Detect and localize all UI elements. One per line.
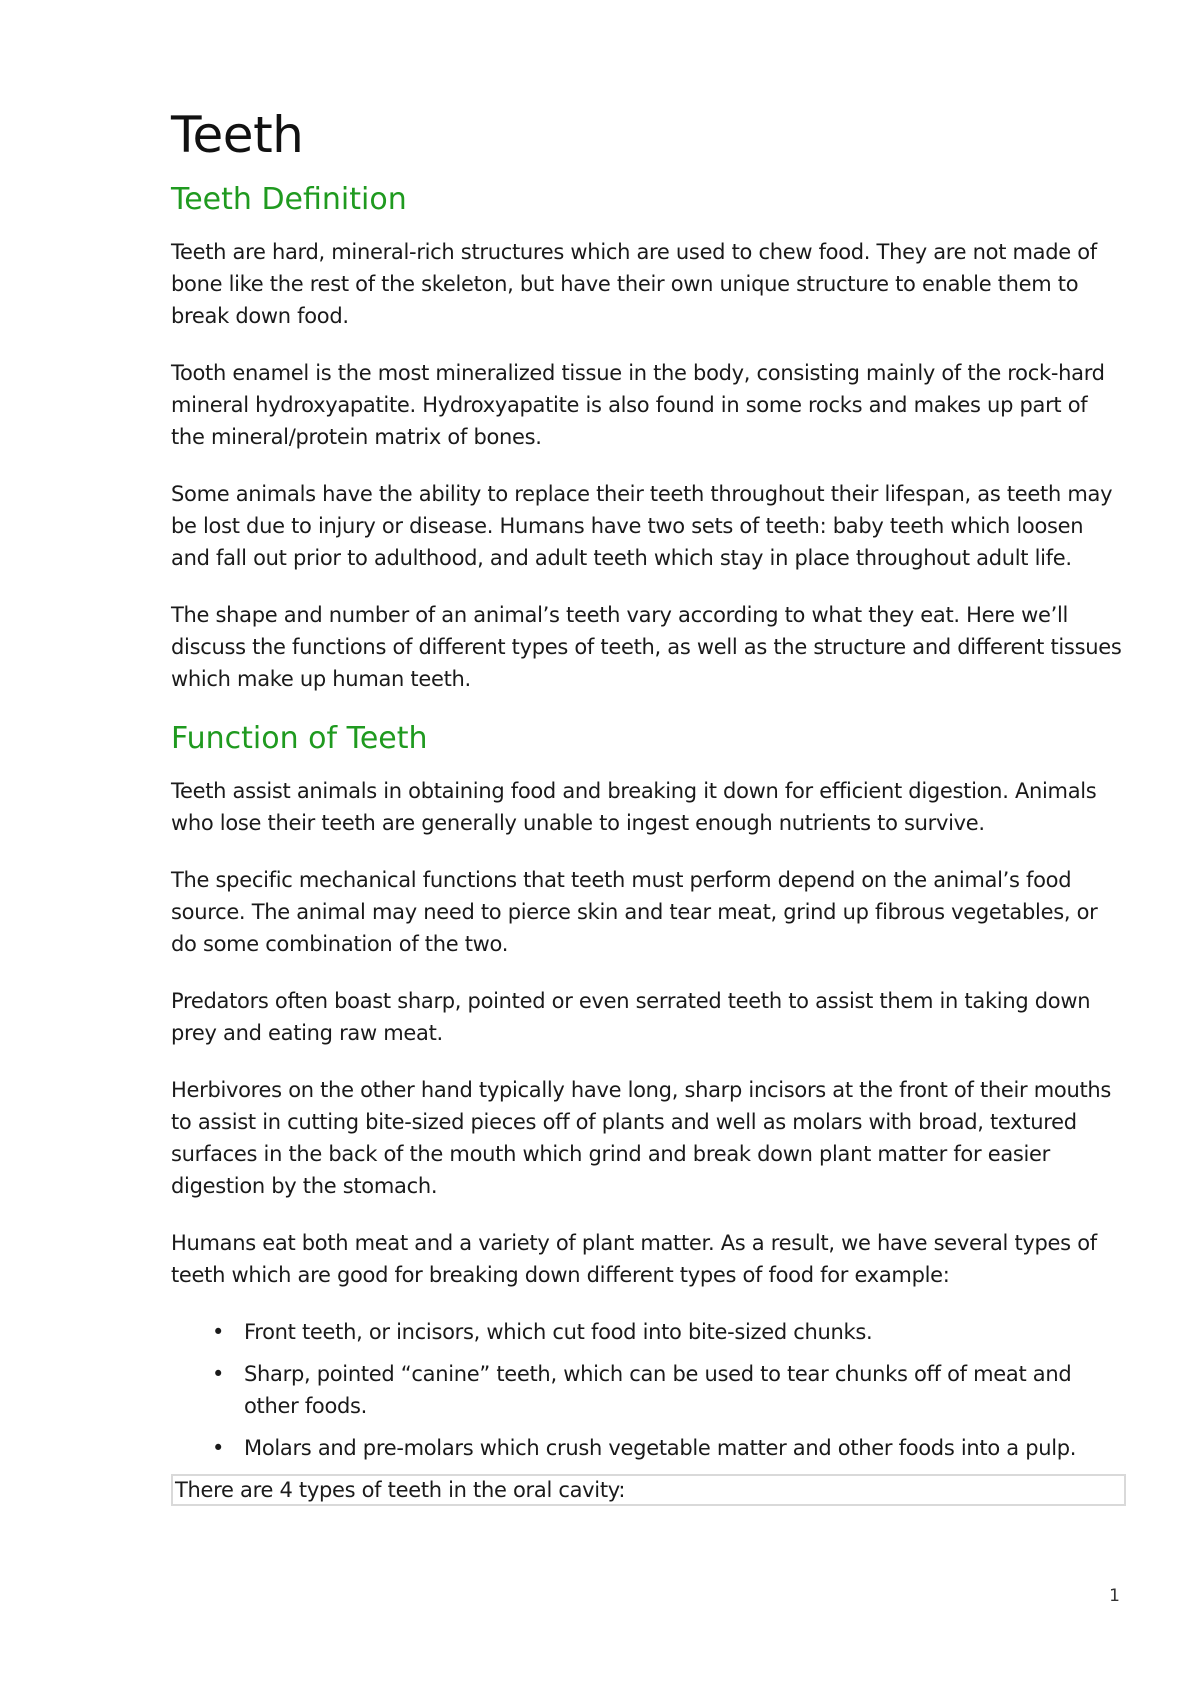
paragraph: Predators often boast sharp, pointed or even serrated teeth to assist them in taking down prey and eating raw meat.	[171, 989, 1091, 1045]
list-item-text: Molars and pre-molars which crush vegetable matter and other foods into a pulp.	[244, 1436, 1077, 1460]
list-item	[171, 1432, 1126, 1464]
list-item	[171, 1358, 1126, 1422]
paragraph: Herbivores on the other hand typically have long, sharp incisors at the front of their mouths to assist in cutting bite-sized pieces off of plants and well as molars with broad, textured surfaces in the back of the mouth which grind and break down plant matter for easier digestion by the stomach.	[171, 1078, 1112, 1198]
document-title: Teeth	[171, 106, 304, 164]
paragraph: Humans eat both meat and a variety of plant matter. As a result, we have several types of teeth which are good for breaking down different types of food for example:	[171, 1231, 1097, 1287]
paragraph: The shape and number of an animal’s teeth vary according to what they eat. Here we’ll discuss the functions of different types of teeth, as well as the structure and different tissues which make up human teeth.	[171, 603, 1122, 691]
list-item-text: Sharp, pointed “canine” teeth, which can be used to tear chunks off of meat and other foods.	[244, 1362, 1072, 1418]
section-teeth-definition	[171, 182, 1126, 695]
page-number: 1	[1109, 1586, 1120, 1606]
paragraph: Tooth enamel is the most mineralized tissue in the body, consisting mainly of the rock-hard mineral hydroxyapatite. Hydroxyapatite is also found in some rocks and makes up part of the mineral/protein matrix of bones.	[171, 361, 1105, 449]
section-function-of-teeth	[171, 721, 1126, 1506]
section-heading: Function of Teeth	[171, 721, 428, 756]
table-caption-box: There are 4 types of teeth in the oral cavity:	[171, 1474, 1126, 1506]
bullet-icon: •	[212, 1320, 225, 1344]
section-heading: Teeth Definition	[171, 182, 407, 217]
bullet-list	[171, 1316, 1126, 1464]
bullet-icon: •	[212, 1362, 225, 1386]
paragraph: The specific mechanical functions that teeth must perform depend on the animal’s food source. The animal may need to pierce skin and tear meat, grind up fibrous vegetables, or do some combination of the two.	[171, 868, 1098, 956]
paragraph: Teeth assist animals in obtaining food and breaking it down for efficient digestion. Animals who lose their teeth are generally unable to ingest enough nutrients to survive.	[171, 779, 1097, 835]
paragraph: Teeth are hard, mineral-rich structures which are used to chew food. They are not made of bone like the rest of the skeleton, but have their own unique structure to enable them to break down food.	[171, 240, 1097, 328]
list-item-text: Front teeth, or incisors, which cut food into bite-sized chunks.	[244, 1320, 873, 1344]
paragraph: Some animals have the ability to replace their teeth throughout their lifespan, as teeth may be lost due to injury or disease. Humans have two sets of teeth: baby teeth which loosen and fall out prior to adulthood, and adult teeth which stay in place throughout adult life.	[171, 482, 1113, 570]
list-item	[171, 1316, 1126, 1348]
document-page	[171, 106, 1126, 1506]
bullet-icon: •	[212, 1436, 225, 1460]
